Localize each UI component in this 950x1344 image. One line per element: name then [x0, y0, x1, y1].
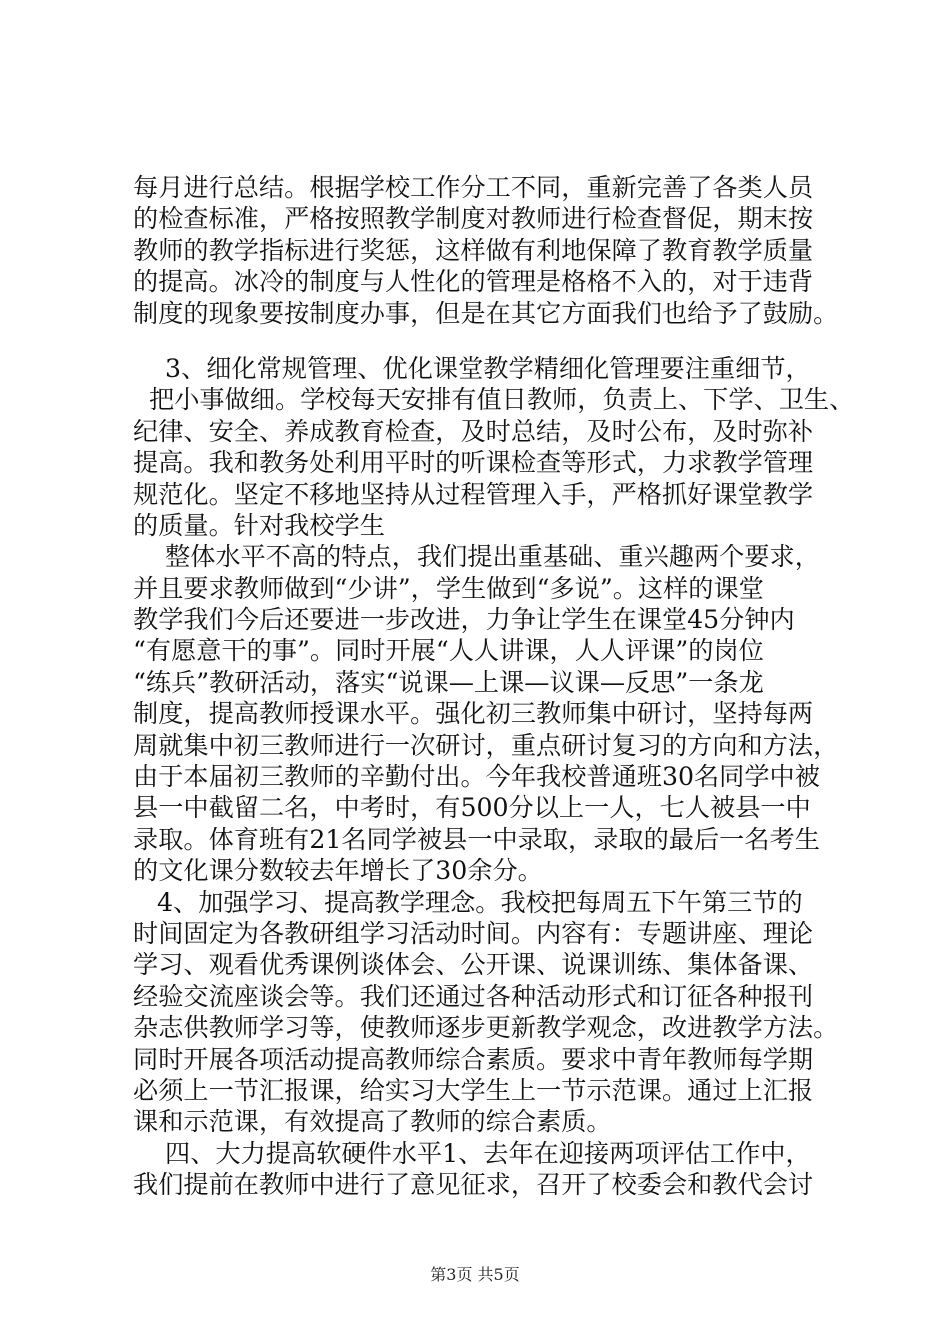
text-line: 把小事做细。学校每天安排有值日教师，负责上、下学、卫生、 [133, 385, 855, 415]
text-line: “练兵”教研活动，落实“说课—上课—议课—反思”一条龙 [133, 667, 764, 697]
text-line: 教学我们今后还要进一步改进，力争让学生在课堂45分钟内 [133, 605, 795, 635]
text-line: 录取。体育班有21名同学被县一中录取，录取的最后一名考生 [133, 824, 820, 854]
text-line: 4、加强学习、提高教学理念。我校把每周五下午第三节的 [133, 887, 803, 917]
text-line: 学习、观看优秀课例谈体会、公开课、说课训练、集体备课、 [133, 950, 814, 980]
text-line: 县一中截留二名，中考时，有500分以上一人，七人被县一中 [133, 793, 811, 823]
text-line: 时间固定为各教研组学习活动时间。内容有：专题讲座、理论 [133, 918, 814, 948]
text-line: 提高。我和教务处利用平时的听课检查等形式，力求教学管理 [133, 448, 814, 478]
document-body [133, 172, 853, 1201]
text-line: 的检查标准，严格按照教学制度对教师进行检查督促，期末按 [133, 204, 814, 234]
text-line: 3、细化常规管理、优化课堂教学精细化管理要注重细节， [133, 353, 811, 383]
page-footer: 第3页 共5页 [430, 1265, 520, 1284]
text-line: 我们提前在教师中进行了意见征求，召开了校委会和教代会讨 [133, 1170, 814, 1200]
text-line: 同时开展各项活动提高教师综合素质。要求中青年教师每学期 [133, 1044, 814, 1074]
text-line: 制度，提高教师授课水平。强化初三教师集中研讨，坚持每两 [133, 699, 814, 729]
text-line: 课和示范课，有效提高了教师的综合素质。 [133, 1107, 612, 1137]
text-line: 并且要求教师做到“少讲”，学生做到“多说”。这样的课堂 [133, 573, 764, 603]
text-line: 纪律、安全、养成教育检查，及时总结，及时公布，及时弥补 [133, 416, 814, 446]
text-line: 的文化课分数较去年增长了30余分。 [133, 856, 543, 886]
text-line: 的提高。冰冷的制度与人性化的管理是格格不入的，对于违背 [133, 267, 814, 297]
paragraph-gap [133, 329, 853, 353]
text-line: 杂志供教师学习等，使教师逐步更新教学观念，改进教学方法。 [133, 1013, 839, 1043]
text-line: 每月进行总结。根据学校工作分工不同，重新完善了各类人员 [133, 173, 814, 202]
text-line: 教师的教学指标进行奖惩，这样做有利地保障了教育教学质量 [133, 235, 814, 265]
paragraph-block-2 [133, 353, 853, 1201]
text-line: 规范化。坚定不移地坚持从过程管理入手，严格抓好课堂教学 [133, 479, 814, 509]
text-line: 的质量。针对我校学生 [133, 510, 385, 540]
paragraph-block-1 [133, 172, 853, 329]
text-line: 由于本届初三教师的辛勤付出。今年我校普通班30名同学中被 [133, 762, 820, 792]
text-line: 整体水平不高的特点，我们提出重基础、重兴趣两个要求， [133, 542, 820, 572]
text-line: 周就集中初三教师进行一次研讨，重点研讨复习的方向和方法， [133, 730, 839, 760]
text-line: 制度的现象要按制度办事，但是在其它方面我们也给予了鼓励。 [133, 298, 839, 328]
text-line: 经验交流座谈会等。我们还通过各种活动形式和订征各种报刊 [133, 981, 814, 1011]
text-line: 四、大力提高软硬件水平1、去年在迎接两项评估工作中， [133, 1138, 811, 1168]
text-line: 必须上一节汇报课，给实习大学生上一节示范课。通过上汇报 [133, 1075, 814, 1105]
text-line: “有愿意干的事”。同时开展“人人讲课，人人评课”的岗位 [133, 636, 764, 666]
